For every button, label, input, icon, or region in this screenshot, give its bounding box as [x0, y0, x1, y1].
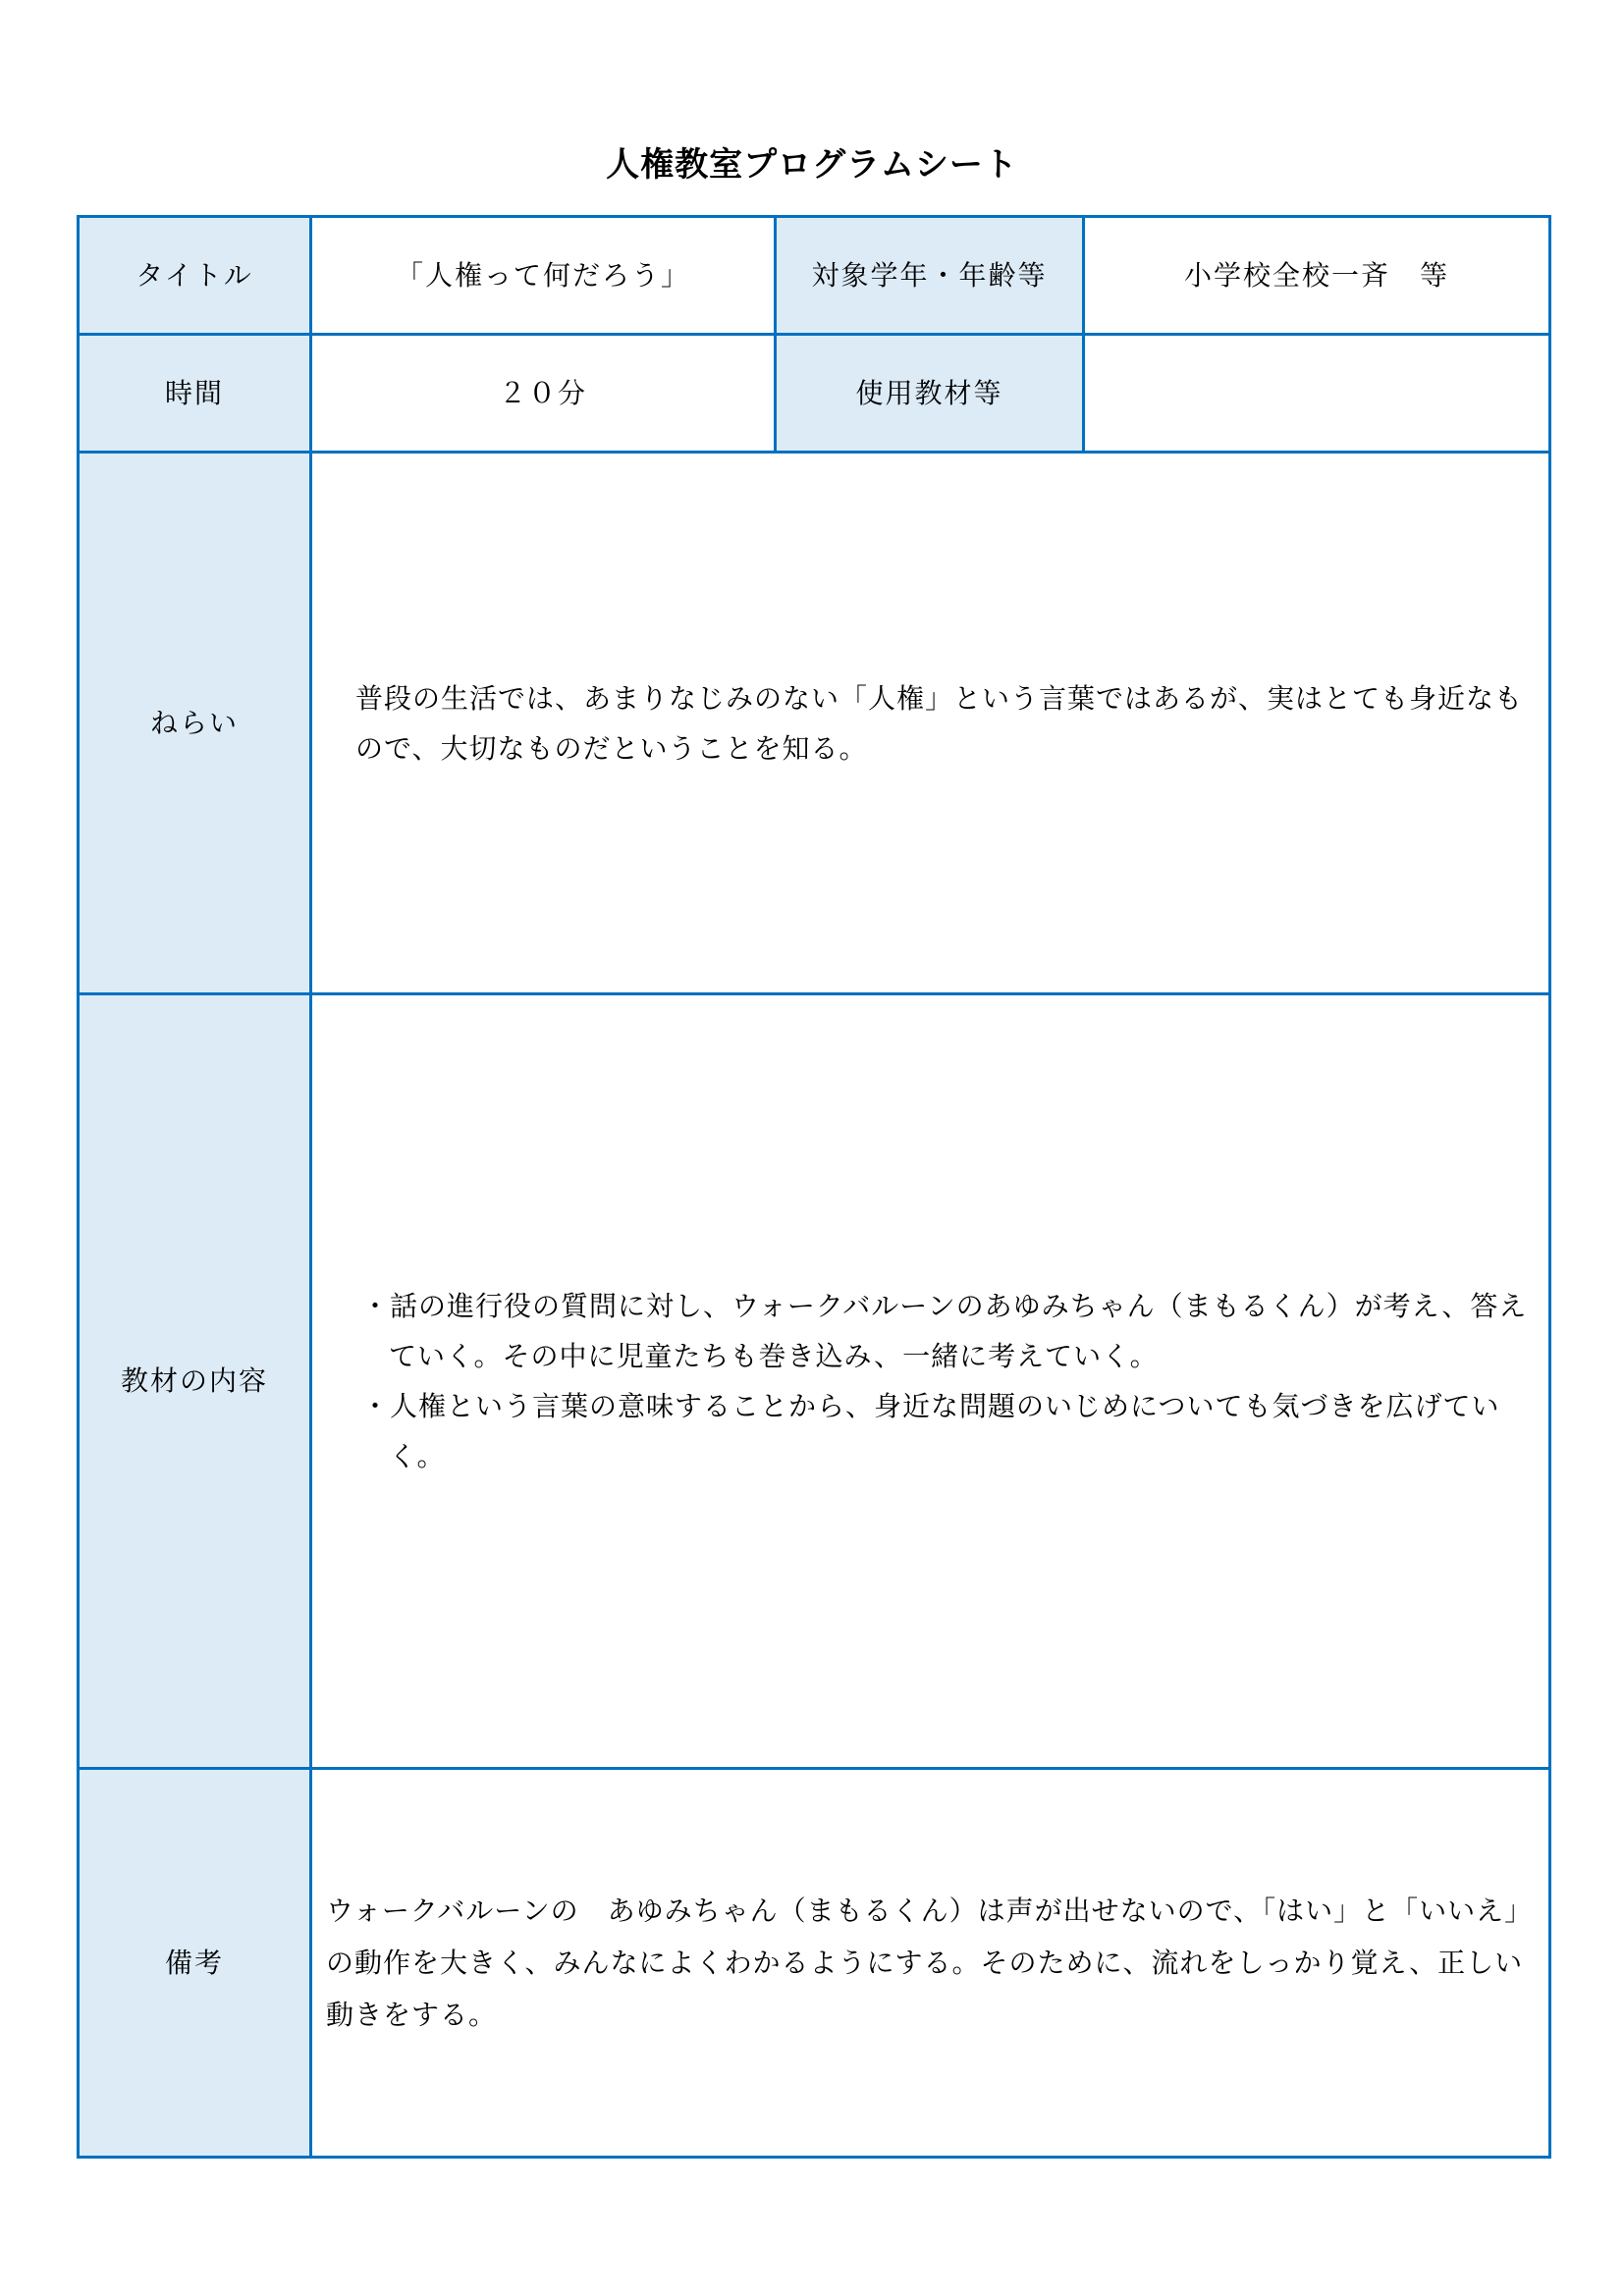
- table-row-content: [79, 994, 1550, 1769]
- table-row-title: [79, 217, 1550, 335]
- target-label: 対象学年・年齢等: [776, 217, 1084, 335]
- table-row-time: [79, 335, 1550, 453]
- content-item: ・人権という言葉の意味することから、身近な問題のいじめについても気づきを広げていく。: [361, 1390, 1500, 1472]
- page-title: 人権教室プログラムシート: [606, 145, 1018, 185]
- title-value: 「人権って何だろう」: [311, 217, 776, 335]
- aim-label: ねらい: [79, 453, 311, 994]
- program-sheet-table: [77, 215, 1551, 2159]
- title-label: タイトル: [79, 217, 311, 335]
- content-label: 教材の内容: [79, 994, 311, 1769]
- materials-value: [1084, 335, 1550, 453]
- time-value: ２０分: [311, 335, 776, 453]
- target-value: 小学校全校一斉 等: [1084, 217, 1550, 335]
- content-item: ・話の進行役の質問に対し、ウォークバルーンのあゆみちゃん（まもるくん）が考え、答えていく。その中に児童たちも巻き込み、一緒に考えていく。: [361, 1290, 1528, 1372]
- materials-label: 使用教材等: [776, 335, 1084, 453]
- time-label: 時間: [79, 335, 311, 453]
- aim-text: 普段の生活では、あまりなじみのない「人権」という言葉ではあるが、実はとても身近なもので、大切なものだということを知る。: [311, 453, 1550, 994]
- remarks-label: 備考: [79, 1769, 311, 2158]
- content-list: [311, 994, 1550, 1769]
- table-row-remarks: [79, 1769, 1550, 2158]
- table-row-aim: [79, 453, 1550, 994]
- remarks-text: ウォークバルーンの あゆみちゃん（まもるくん）は声が出せないので、「はい」と「いいえ」の動作を大きく、みんなによくわかるようにする。そのために、流れをしっかり覚え、正しい動きをする。: [311, 1769, 1550, 2158]
